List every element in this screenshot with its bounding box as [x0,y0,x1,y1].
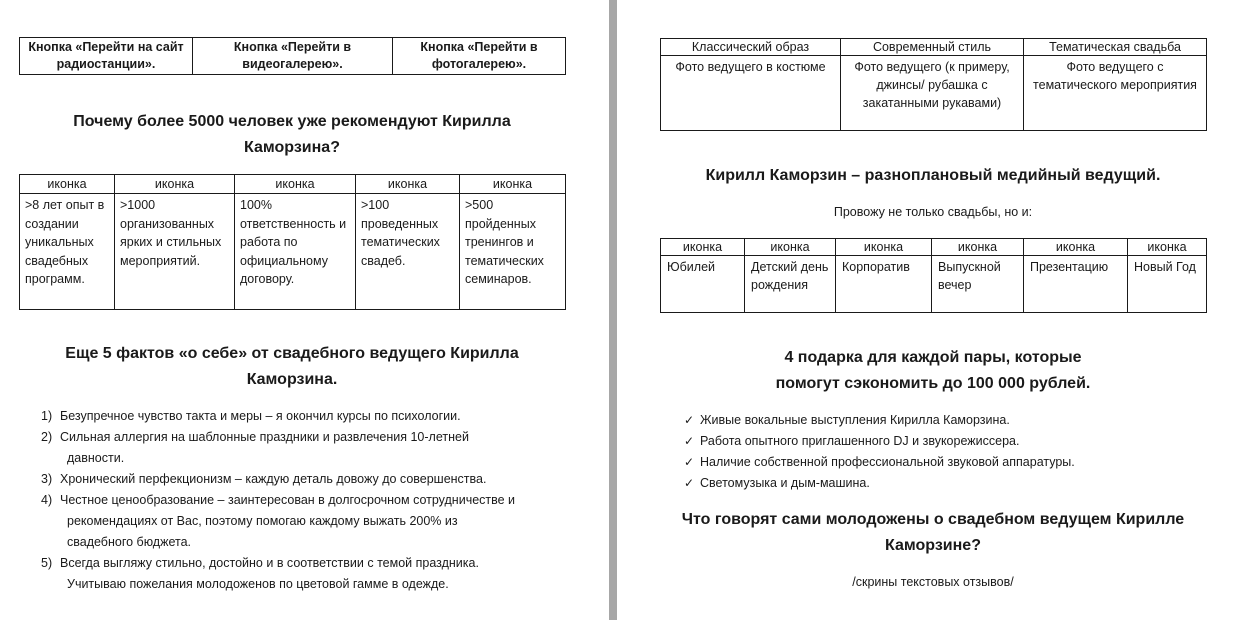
icon-placeholder: иконка [460,175,566,194]
reviews-heading-line2: Каморзине? [885,537,981,554]
check-icon: ✓ [684,455,695,469]
list-number: 3) [41,472,53,486]
service-cell: Юбилей [661,256,745,313]
list-number: 2) [41,430,53,444]
gifts-list [684,410,1075,494]
facts-heading-line1: Еще 5 фактов «о себе» от свадебного ведущего Кирилла [65,345,519,362]
media-heading: Кирилл Каморзин – разноплановый медийный ведущий. [705,167,1161,184]
styles-table [660,38,1207,131]
why-cell-thematic: >100 проведенных тематических свадеб. [356,194,460,310]
why-cell-events: >1000 организованных ярких и стильных мероприятий. [115,194,235,310]
icon-placeholder: иконка [1128,239,1207,256]
gift-text: Работа опытного приглашенного DJ и звукорежиссера. [700,434,1020,448]
why-cell-experience: >8 лет опыт в создании уникальных свадебных программ. [20,194,115,310]
list-number: 4) [41,493,53,507]
list-number: 1) [41,409,53,423]
list-item [684,431,1075,452]
list-item [684,452,1075,473]
service-cell: Детский день рождения [745,256,836,313]
icon-placeholder: иконка [1024,239,1128,256]
fact-text: Всегда выгляжу стильно, достойно и в соответствии с темой праздника. [60,556,479,570]
icon-placeholder: иконка [115,175,235,194]
fact-text: Безупречное чувство такта и меры – я окончил курсы по психологии. [60,409,461,423]
style-cell-classic: Фото ведущего в костюме [661,56,841,131]
video-gallery-button-cell: Кнопка «Перейти в видеогалерею». [193,38,393,75]
facts-heading-line2: Каморзина. [246,371,338,388]
check-icon: ✓ [684,434,695,448]
service-cell: Выпускной вечер [932,256,1024,313]
gifts-heading [660,345,1206,397]
style-header-classic: Классический образ [661,39,841,56]
list-item [684,410,1075,431]
photo-gallery-button-cell: Кнопка «Перейти в фотогалерею». [393,38,566,75]
list-item [40,406,580,427]
why-cell-responsibility: 100% ответственность и работа по официальному договору. [235,194,356,310]
icon-placeholder: иконка [356,175,460,194]
icon-placeholder: иконка [235,175,356,194]
list-item [40,490,580,553]
icon-placeholder: иконка [932,239,1024,256]
fact-text-cont: свадебного бюджета. [67,535,191,549]
fact-text-cont: Учитываю пожелания молодоженов по цветовой гамме в одежде. [67,577,449,591]
why-heading-line2: Каморзина? [244,139,340,156]
icon-placeholder: иконка [745,239,836,256]
why-cell-trainings: >500 пройденных тренингов и тематических семинаров. [460,194,566,310]
why-heading-line1: Почему более 5000 человек уже рекомендуют Кирилла [73,113,511,130]
radio-station-button-cell: Кнопка «Перейти на сайт радиостанции». [20,38,193,75]
fact-text: Сильная аллергия на шаблонные праздники и развлечения 10-летней [60,430,469,444]
list-item [40,427,580,469]
reviews-heading-line1: Что говорят сами молодожены о свадебном ведущем Кирилле [681,511,1185,528]
check-icon: ✓ [684,413,695,427]
page-gutter [609,0,617,620]
service-cell: Новый Год [1128,256,1207,313]
list-number: 5) [41,556,53,570]
icon-placeholder: иконка [20,175,115,194]
check-icon: ✓ [684,476,695,490]
icon-placeholder: иконка [836,239,932,256]
list-item [684,473,1075,494]
list-item [40,553,580,595]
reviews-heading [660,507,1206,559]
style-cell-thematic: Фото ведущего с тематического мероприятия [1024,56,1207,131]
why-table [19,174,566,310]
gift-text: Светомузыка и дым-машина. [700,476,870,490]
icon-placeholder: иконка [661,239,745,256]
style-cell-modern: Фото ведущего (к примеру, джинсы/ рубашка с закатанными рукавами) [841,56,1024,131]
why-heading [19,109,565,161]
gift-text: Живые вокальные выступления Кирилла Каморзина. [700,413,1010,427]
buttons-table [19,37,566,75]
reviews-placeholder: /скрины текстовых отзывов/ [852,575,1014,589]
facts-heading [19,341,565,393]
style-header-modern: Современный стиль [841,39,1024,56]
facts-list [40,406,580,595]
services-table [660,238,1207,313]
gifts-heading-line1: 4 подарка для каждой пары, которые [784,349,1082,366]
style-header-thematic: Тематическая свадьба [1024,39,1207,56]
list-item [40,469,580,490]
fact-text-cont: рекомендациях от Вас, поэтому помогаю каждому выжать 200% из [67,514,458,528]
service-cell: Корпоратив [836,256,932,313]
service-cell: Презентацию [1024,256,1128,313]
fact-text-cont: давности. [67,451,125,465]
gift-text: Наличие собственной профессиональной звуковой аппаратуры. [700,455,1075,469]
media-subtext: Провожу не только свадьбы, но и: [833,205,1033,219]
fact-text: Хронический перфекционизм – каждую деталь довожу до совершенства. [60,472,487,486]
gifts-heading-line2: помогут сэкономить до 100 000 рублей. [775,375,1091,392]
fact-text: Честное ценообразование – заинтересован в долгосрочном сотрудничестве и [60,493,516,507]
